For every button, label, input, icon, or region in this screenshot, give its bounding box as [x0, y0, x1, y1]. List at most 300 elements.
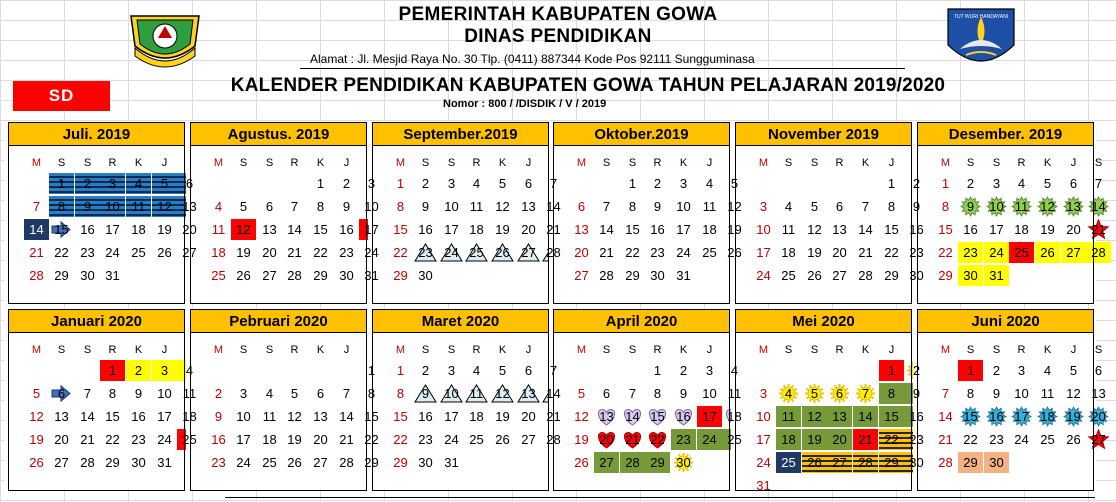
- day-number: 30: [80, 268, 95, 283]
- day-cell: [126, 360, 151, 381]
- month-title: Maret 2020: [372, 309, 549, 333]
- day-number: 26: [574, 455, 589, 470]
- day-number: 2: [912, 176, 921, 191]
- day-cell: [1061, 429, 1086, 450]
- header-line-1: PEMERINTAH KABUPATEN GOWA: [398, 4, 718, 25]
- weekday-header: S: [447, 343, 456, 356]
- day-number: 5: [1069, 363, 1078, 378]
- day-number: 4: [784, 199, 793, 214]
- day-number: 5: [577, 386, 586, 401]
- day-number: 7: [549, 363, 558, 378]
- weekday-header: S: [1094, 343, 1103, 356]
- day-cell: [827, 383, 852, 404]
- weekday-header: K: [679, 343, 688, 356]
- day-number: 31: [756, 478, 771, 493]
- weekday-header: M: [31, 343, 42, 356]
- day-cell: [388, 265, 413, 286]
- day-number: 3: [705, 363, 714, 378]
- day-number: 16: [963, 222, 978, 237]
- day-cell: [490, 242, 515, 263]
- day-cell: [231, 265, 256, 286]
- day-number: 21: [1091, 222, 1106, 237]
- day-cell: [1035, 360, 1060, 381]
- day-number: 12: [1066, 386, 1081, 401]
- day-number: 12: [807, 409, 822, 424]
- day-cell: [751, 406, 776, 427]
- weekday-header: J: [161, 343, 168, 356]
- day-cell: [958, 219, 983, 240]
- weekday-header: J: [343, 156, 350, 169]
- day-number: 9: [134, 386, 143, 401]
- day-number: 27: [262, 268, 277, 283]
- weekday-header: M: [940, 343, 951, 356]
- day-number: 5: [810, 199, 819, 214]
- day-cell: [49, 265, 74, 286]
- day-number: 16: [418, 409, 433, 424]
- day-number: 2: [421, 176, 430, 191]
- day-number: 10: [157, 386, 172, 401]
- day-cell: [645, 196, 670, 217]
- day-number: 10: [1014, 386, 1029, 401]
- day-number: 31: [157, 455, 172, 470]
- day-cell: [697, 429, 722, 450]
- day-number: 16: [131, 409, 146, 424]
- day-number: 1: [941, 176, 950, 191]
- weekday-header: K: [498, 343, 507, 356]
- day-number: 21: [29, 245, 44, 260]
- weekday-header: M: [395, 156, 406, 169]
- day-number: 29: [364, 455, 379, 470]
- day-cell: [1035, 406, 1060, 427]
- day-number: 13: [521, 386, 536, 401]
- day-number: 17: [364, 222, 379, 237]
- day-number: 28: [546, 245, 561, 260]
- day-number: 17: [676, 222, 691, 237]
- day-number: 6: [835, 199, 844, 214]
- calendar-title: KALENDER PENDIDIKAN KABUPATEN GOWA TAHUN PELAJARAN 2019/2020: [230, 75, 946, 96]
- day-cell: [879, 383, 904, 404]
- day-cell: [776, 406, 801, 427]
- day-number: 15: [54, 222, 69, 237]
- weekday-header: S: [966, 343, 975, 356]
- day-number: 30: [339, 268, 354, 283]
- weekday-header: S: [57, 156, 66, 169]
- day-number: 5: [730, 176, 739, 191]
- day-cell: [671, 429, 696, 450]
- day-cell: [751, 196, 776, 217]
- day-cell: [516, 219, 541, 240]
- day-number: 29: [884, 268, 899, 283]
- day-number: 2: [134, 363, 143, 378]
- day-cell: [933, 173, 958, 194]
- day-number: 25: [469, 245, 484, 260]
- day-number: 7: [941, 386, 950, 401]
- day-cell: [24, 429, 49, 450]
- day-cell: [75, 219, 100, 240]
- day-number: 22: [54, 245, 69, 260]
- day-cell: [49, 242, 74, 263]
- day-cell: [308, 406, 333, 427]
- day-number: 12: [287, 409, 302, 424]
- day-cell: [984, 242, 1009, 263]
- day-cell: [671, 452, 696, 473]
- day-cell: [751, 475, 776, 496]
- day-number: 24: [989, 245, 1004, 260]
- day-cell: [751, 383, 776, 404]
- day-cell: [100, 429, 125, 450]
- day-cell: [984, 360, 1009, 381]
- day-cell: [126, 383, 151, 404]
- month-4: [549, 122, 742, 304]
- day-number: 13: [574, 222, 589, 237]
- day-cell: [490, 173, 515, 194]
- weekday-header: J: [1070, 343, 1077, 356]
- day-number: 18: [262, 432, 277, 447]
- day-number: 7: [290, 199, 299, 214]
- day-number: 6: [1094, 363, 1103, 378]
- day-number: 9: [214, 409, 223, 424]
- day-cell: [75, 196, 100, 217]
- day-number: 19: [727, 222, 742, 237]
- day-number: 3: [447, 176, 456, 191]
- month-title: Januari 2020: [8, 309, 185, 333]
- weekday-header: S: [628, 343, 637, 356]
- day-number: 4: [730, 363, 739, 378]
- day-cell: [620, 452, 645, 473]
- weekday-header: M: [758, 343, 769, 356]
- day-number: 14: [1091, 199, 1106, 214]
- gowa-regency-logo: [125, 8, 205, 70]
- day-number: 29: [313, 268, 328, 283]
- day-number: 23: [418, 245, 433, 260]
- day-cell: [984, 196, 1009, 217]
- day-cell: [802, 452, 827, 473]
- weekday-header: J: [1070, 156, 1077, 169]
- weekday-header: S: [421, 343, 430, 356]
- day-number: 23: [650, 245, 665, 260]
- day-number: 27: [1066, 245, 1081, 260]
- day-number: 19: [157, 222, 172, 237]
- day-number: 9: [679, 386, 688, 401]
- day-number: 24: [157, 432, 172, 447]
- day-number: 20: [54, 432, 69, 447]
- day-cell: [282, 383, 307, 404]
- day-number: 25: [1014, 245, 1029, 260]
- day-cell: [75, 242, 100, 263]
- day-number: 2: [966, 176, 975, 191]
- day-cell: [569, 196, 594, 217]
- day-number: 27: [182, 245, 197, 260]
- month-11: [731, 309, 924, 493]
- weekday-header: S: [784, 343, 793, 356]
- day-number: 11: [1014, 199, 1029, 214]
- day-number: 18: [469, 222, 484, 237]
- day-number: 30: [676, 455, 691, 470]
- day-cell: [802, 242, 827, 263]
- weekday-header: J: [706, 343, 713, 356]
- day-cell: [308, 265, 333, 286]
- day-cell: [49, 196, 74, 217]
- day-number: 23: [989, 432, 1004, 447]
- day-cell: [126, 429, 151, 450]
- day-number: 14: [546, 199, 561, 214]
- day-number: 8: [396, 386, 405, 401]
- document-number: Nomor : 800 / /DISDIK / V / 2019: [443, 98, 607, 110]
- day-cell: [439, 360, 464, 381]
- day-cell: [516, 360, 541, 381]
- day-number: 31: [444, 455, 459, 470]
- day-number: 21: [599, 245, 614, 260]
- day-number: 13: [182, 199, 197, 214]
- day-number: 22: [625, 245, 640, 260]
- day-number: 15: [105, 409, 120, 424]
- day-cell: [231, 219, 256, 240]
- day-number: 11: [131, 199, 146, 214]
- day-cell: [569, 219, 594, 240]
- month-title: Oktober.2019: [553, 122, 730, 146]
- day-cell: [282, 452, 307, 473]
- day-cell: [645, 265, 670, 286]
- day-number: 20: [521, 222, 536, 237]
- day-number: 18: [781, 245, 796, 260]
- month-title: Mei 2020: [735, 309, 912, 333]
- day-number: 12: [157, 199, 172, 214]
- day-number: 3: [759, 199, 768, 214]
- day-number: 27: [521, 245, 536, 260]
- day-number: 9: [992, 386, 1001, 401]
- day-number: 8: [966, 386, 975, 401]
- day-cell: [1061, 219, 1086, 240]
- day-cell: [1009, 429, 1034, 450]
- day-number: 20: [1091, 409, 1106, 424]
- day-cell: [282, 242, 307, 263]
- day-cell: [1009, 196, 1034, 217]
- day-cell: [984, 219, 1009, 240]
- day-number: 31: [105, 268, 120, 283]
- day-cell: [1061, 360, 1086, 381]
- day-number: 28: [599, 268, 614, 283]
- day-number: 4: [214, 199, 223, 214]
- day-cell: [206, 406, 231, 427]
- day-number: 25: [781, 268, 796, 283]
- day-number: 8: [316, 199, 325, 214]
- day-cell: [620, 173, 645, 194]
- month-12: [913, 309, 1106, 491]
- weekday-header: K: [134, 343, 143, 356]
- day-number: 28: [339, 455, 354, 470]
- day-number: 14: [938, 409, 953, 424]
- day-cell: [126, 242, 151, 263]
- day-number: 18: [727, 409, 742, 424]
- day-cell: [594, 429, 619, 450]
- day-cell: [594, 242, 619, 263]
- day-cell: [569, 406, 594, 427]
- day-cell: [620, 429, 645, 450]
- weekday-header: K: [1043, 343, 1052, 356]
- day-cell: [1086, 429, 1111, 450]
- day-cell: [827, 196, 852, 217]
- day-number: 13: [832, 222, 847, 237]
- day-cell: [334, 383, 359, 404]
- month-title: November 2019: [735, 122, 912, 146]
- day-number: 14: [339, 409, 354, 424]
- day-number: 15: [393, 409, 408, 424]
- day-cell: [1086, 173, 1111, 194]
- logo-motto: TUT WURI HANDAYANI: [953, 14, 1009, 20]
- weekday-header: R: [290, 343, 299, 356]
- weekday-header: R: [653, 343, 662, 356]
- day-number: 13: [262, 222, 277, 237]
- day-number: 26: [807, 455, 822, 470]
- weekday-header: K: [861, 156, 870, 169]
- day-number: 8: [887, 199, 896, 214]
- day-cell: [464, 383, 489, 404]
- day-cell: [152, 452, 177, 473]
- weekday-header: S: [447, 156, 456, 169]
- day-number: 12: [495, 386, 510, 401]
- weekday-header: J: [888, 156, 895, 169]
- day-number: 4: [472, 363, 481, 378]
- day-cell: [152, 196, 177, 217]
- day-number: 23: [909, 245, 924, 260]
- day-cell: [1086, 360, 1111, 381]
- day-number: 19: [495, 222, 510, 237]
- day-number: 27: [832, 455, 847, 470]
- month-1: [4, 122, 197, 304]
- day-cell: [933, 429, 958, 450]
- day-number: 12: [574, 409, 589, 424]
- day-number: 19: [807, 245, 822, 260]
- day-number: 19: [287, 432, 302, 447]
- day-number: 29: [105, 455, 120, 470]
- day-number: 24: [756, 268, 771, 283]
- day-cell: [1086, 242, 1111, 263]
- day-number: 20: [832, 432, 847, 447]
- day-cell: [751, 242, 776, 263]
- day-number: 28: [938, 455, 953, 470]
- day-number: 31: [989, 268, 1004, 283]
- day-cell: [464, 173, 489, 194]
- day-cell: [879, 242, 904, 263]
- day-cell: [569, 452, 594, 473]
- day-number: 5: [498, 363, 507, 378]
- day-number: 17: [756, 432, 771, 447]
- day-cell: [308, 452, 333, 473]
- day-cell: [282, 429, 307, 450]
- day-number: 17: [444, 222, 459, 237]
- day-cell: [257, 242, 282, 263]
- day-number: 7: [32, 199, 41, 214]
- day-cell: [751, 452, 776, 473]
- day-number: 1: [966, 363, 975, 378]
- day-cell: [334, 406, 359, 427]
- month-title: September.2019: [372, 122, 549, 146]
- day-number: 17: [1014, 409, 1029, 424]
- day-cell: [958, 383, 983, 404]
- day-number: 1: [396, 176, 405, 191]
- day-cell: [697, 196, 722, 217]
- day-number: 5: [498, 176, 507, 191]
- day-number: 5: [290, 386, 299, 401]
- day-cell: [697, 406, 722, 427]
- weekday-header: J: [343, 343, 350, 356]
- day-number: 15: [963, 409, 978, 424]
- day-cell: [1035, 219, 1060, 240]
- day-number: 3: [992, 176, 1001, 191]
- day-number: 29: [625, 268, 640, 283]
- day-cell: [827, 219, 852, 240]
- day-number: 28: [1091, 245, 1106, 260]
- day-cell: [490, 406, 515, 427]
- day-cell: [100, 383, 125, 404]
- day-cell: [334, 242, 359, 263]
- day-number: 10: [444, 199, 459, 214]
- day-cell: [126, 219, 151, 240]
- day-cell: [620, 219, 645, 240]
- day-number: 28: [858, 455, 873, 470]
- weekday-header: J: [161, 156, 168, 169]
- day-cell: [100, 196, 125, 217]
- day-cell: [802, 383, 827, 404]
- day-number: 30: [909, 455, 924, 470]
- day-number: 16: [339, 222, 354, 237]
- weekday-header: K: [134, 156, 143, 169]
- day-number: 11: [702, 199, 717, 214]
- day-number: 17: [989, 222, 1004, 237]
- day-cell: [439, 242, 464, 263]
- day-number: 28: [858, 268, 873, 283]
- day-number: 24: [444, 245, 459, 260]
- day-cell: [24, 383, 49, 404]
- day-number: 2: [83, 176, 92, 191]
- day-cell: [984, 452, 1009, 473]
- day-cell: [257, 219, 282, 240]
- day-number: 16: [211, 432, 226, 447]
- day-number: 25: [262, 455, 277, 470]
- day-number: 22: [884, 245, 899, 260]
- day-cell: [1061, 196, 1086, 217]
- weekday-header: R: [108, 343, 117, 356]
- day-number: 23: [909, 432, 924, 447]
- day-cell: [100, 452, 125, 473]
- day-cell: [75, 383, 100, 404]
- day-number: 14: [858, 222, 873, 237]
- day-cell: [853, 219, 878, 240]
- day-number: 13: [1091, 386, 1106, 401]
- day-cell: [802, 429, 827, 450]
- day-cell: [671, 219, 696, 240]
- day-cell: [958, 242, 983, 263]
- day-number: 8: [396, 199, 405, 214]
- day-cell: [388, 360, 413, 381]
- day-number: 7: [342, 386, 351, 401]
- day-cell: [645, 452, 670, 473]
- day-cell: [853, 265, 878, 286]
- day-cell: [802, 406, 827, 427]
- day-number: 14: [599, 222, 614, 237]
- day-cell: [308, 429, 333, 450]
- day-number: 20: [262, 245, 277, 260]
- day-cell: [879, 360, 904, 381]
- day-number: 4: [705, 176, 714, 191]
- day-number: 14: [546, 386, 561, 401]
- day-cell: [388, 196, 413, 217]
- day-cell: [645, 383, 670, 404]
- logo-emblem-shape: [131, 16, 199, 67]
- day-number: 23: [80, 245, 95, 260]
- day-number: 13: [54, 409, 69, 424]
- weekday-header: S: [265, 156, 274, 169]
